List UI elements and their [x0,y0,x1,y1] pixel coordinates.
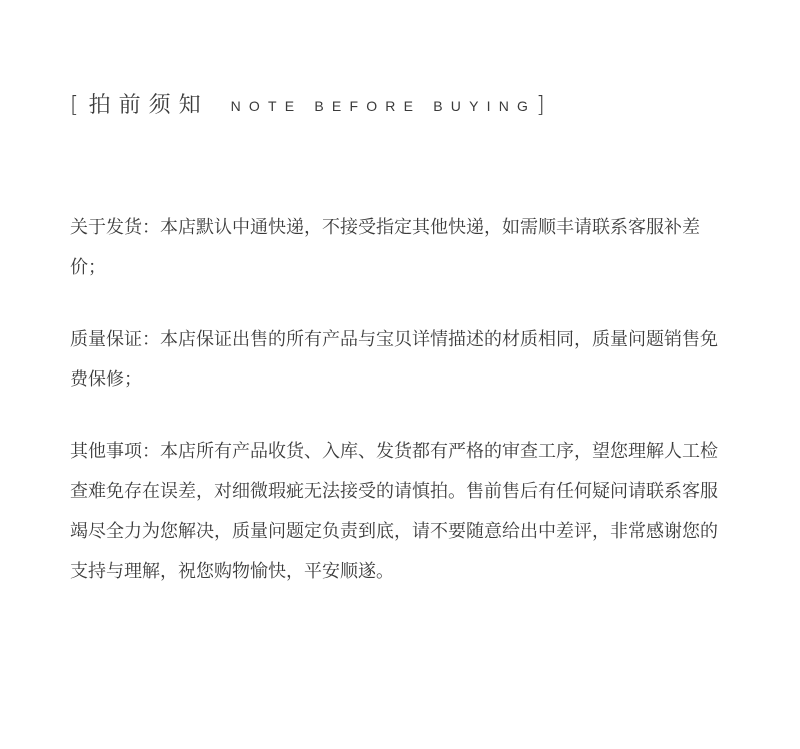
shipping-note: 关于发货：本店默认中通快递，不接受指定其他快递，如需顺丰请联系客服补差价； [70,217,700,278]
other-matters-note: 其他事项：本店所有产品收货、入库、发货都有严格的审查工序，望您理解人工检查难免存在误差，对细微瑕疵无法接受的请慎拍。售前售后有任何疑问请联系客服竭尽全力为您解决，质量问题定负责到底，请不要随意给出中差评，非常感谢您的支持与理解，祝您购物愉快，平安顺遂。 [70,441,718,582]
open-bracket: [ [70,93,79,118]
heading-title-english: NOTE BEFORE BUYING [230,98,537,114]
section-heading [70,90,545,122]
quality-guarantee-note: 质量保证：本店保证出售的所有产品与宝贝详情描述的材质相同，质量问题销售免费保修； [70,329,718,390]
close-bracket: ] [536,93,545,118]
heading-title-chinese: 拍前须知 [88,93,209,118]
notes-list [70,208,735,592]
